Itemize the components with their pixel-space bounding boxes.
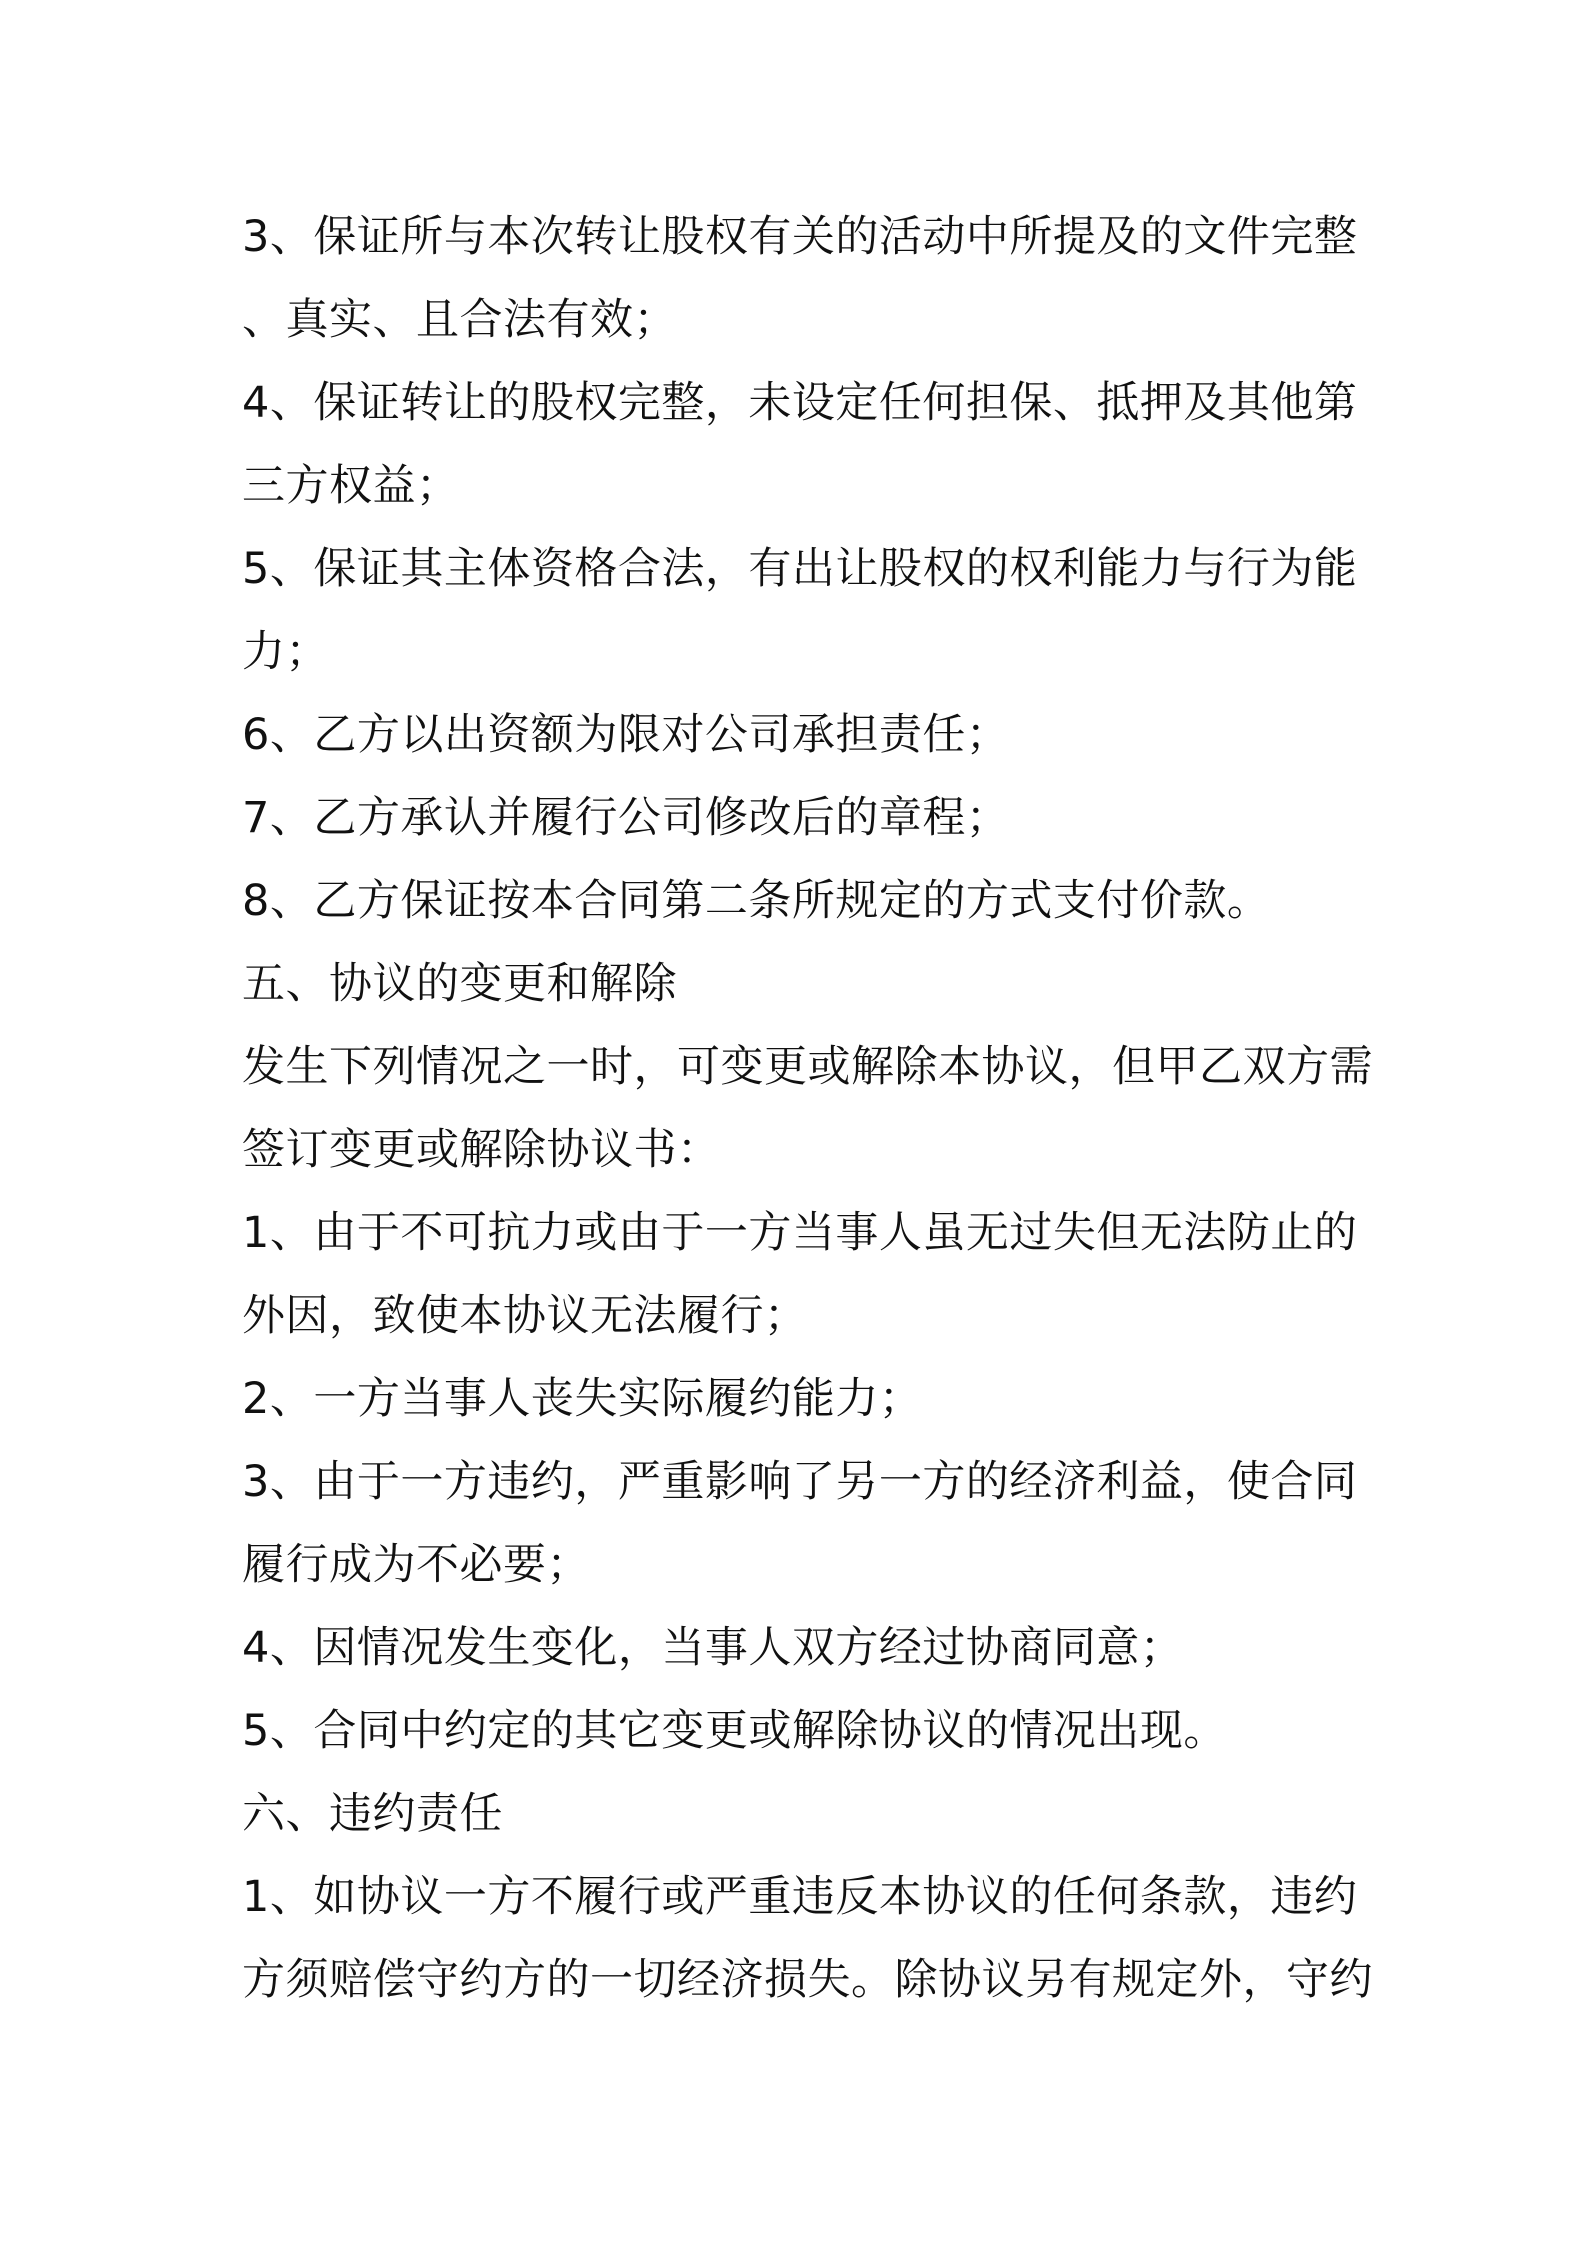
text-line: 外因，致使本协议无法履行； — [242, 1291, 808, 1341]
text-line: 签订变更或解除协议书： — [242, 1125, 721, 1175]
text-line: 三方权益； — [242, 461, 460, 511]
text-line: 4、因情况发生变化，当事人双方经过协商同意； — [242, 1623, 1184, 1673]
text-line: 履行成为不必要； — [242, 1540, 590, 1590]
text-line: 力； — [242, 627, 329, 677]
text-line: 5、保证其主体资格合法，有出让股权的权利能力与行为能 — [242, 544, 1358, 594]
text-line: 8、乙方保证按本合同第二条所规定的方式支付价款。 — [242, 876, 1271, 926]
text-line: 4、保证转让的股权完整，未设定任何担保、抵押及其他第 — [242, 378, 1358, 428]
section-heading: 六、违约责任 — [242, 1789, 503, 1839]
text-line: 发生下列情况之一时，可变更或解除本协议，但甲乙双方需 — [242, 1042, 1373, 1092]
text-line: 6、乙方以出资额为限对公司承担责任； — [242, 710, 1010, 760]
text-line: 方须赔偿守约方的一切经济损失。除协议另有规定外，守约 — [242, 1955, 1373, 2005]
document-body — [242, 196, 1373, 2022]
text-line: 2、一方当事人丧失实际履约能力； — [242, 1374, 923, 1424]
text-line: 1、由于不可抗力或由于一方当事人虽无过失但无法防止的 — [242, 1208, 1358, 1258]
section-heading: 五、协议的变更和解除 — [242, 959, 677, 1009]
text-line: 3、由于一方违约，严重影响了另一方的经济利益，使合同 — [242, 1457, 1358, 1507]
text-line: 5、合同中约定的其它变更或解除协议的情况出现。 — [242, 1706, 1227, 1756]
text-line: 、真实、且合法有效； — [242, 295, 677, 345]
text-line: 3、保证所与本次转让股权有关的活动中所提及的文件完整 — [242, 212, 1358, 262]
text-line: 7、乙方承认并履行公司修改后的章程； — [242, 793, 1010, 843]
text-line: 1、如协议一方不履行或严重违反本协议的任何条款，违约 — [242, 1872, 1358, 1922]
